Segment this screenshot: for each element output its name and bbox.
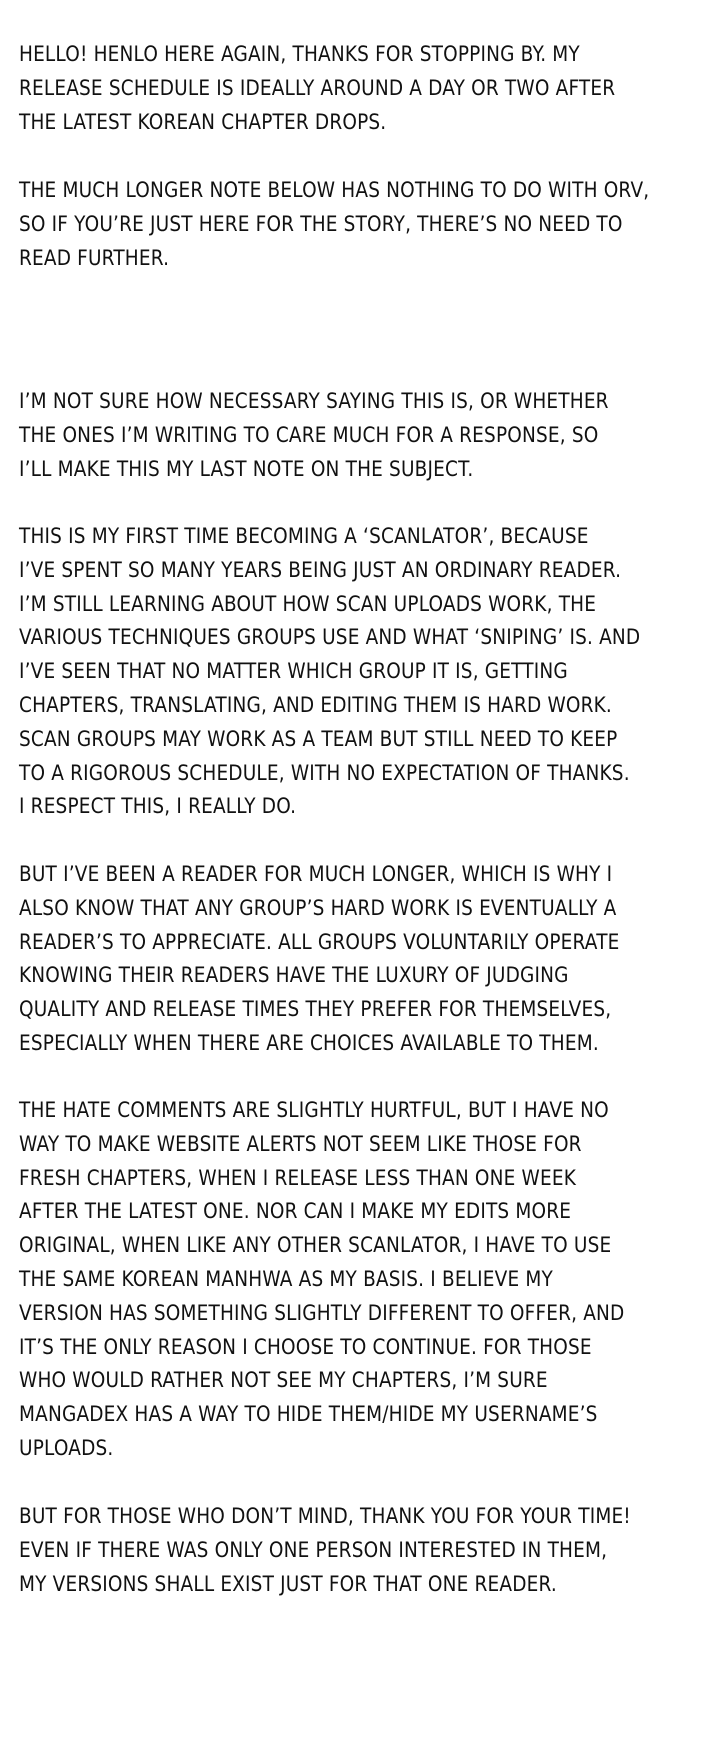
- text-line: I’M STILL LEARNING ABOUT HOW SCAN UPLOADS WORK, THE: [19, 591, 597, 617]
- text-line: CHAPTERS, TRANSLATING, AND EDITING THEM IS HARD WORK.: [19, 692, 612, 718]
- text-line: KNOWING THEIR READERS HAVE THE LUXURY OF JUDGING: [19, 963, 569, 989]
- text-line: I RESPECT THIS, I REALLY DO.: [19, 794, 297, 820]
- text-line: ALSO KNOW THAT ANY GROUP’S HARD WORK IS EVENTUALLY A: [19, 895, 617, 921]
- text-line: THE LATEST KOREAN CHAPTER DROPS.: [19, 109, 387, 135]
- text-line: I’LL MAKE THIS MY LAST NOTE ON THE SUBJECT.: [19, 456, 474, 482]
- text-line: ESPECIALLY WHEN THERE ARE CHOICES AVAILABLE TO THEM.: [19, 1030, 599, 1056]
- text-line: ORIGINAL, WHEN LIKE ANY OTHER SCANLATOR, I HAVE TO USE: [19, 1233, 612, 1259]
- text-line: HELLO! HENLO HERE AGAIN, THANKS FOR STOPPING BY. MY: [19, 42, 580, 67]
- text-line: FRESH CHAPTERS, WHEN I RELEASE LESS THAN ONE WEEK: [19, 1165, 577, 1191]
- text-line: READER’S TO APPRECIATE. ALL GROUPS VOLUNTARILY OPERATE: [19, 929, 620, 955]
- text-line: THE MUCH LONGER NOTE BELOW HAS NOTHING TO DO WITH ORV,: [19, 178, 650, 203]
- text-line: SCAN GROUPS MAY WORK AS A TEAM BUT STILL NEED TO KEEP: [19, 726, 618, 752]
- paragraph-reader: [19, 858, 620, 1061]
- text-line: THIS IS MY FIRST TIME BECOMING A ‘SCANLATOR’, BECAUSE: [19, 524, 589, 549]
- text-line: UPLOADS.: [19, 1435, 114, 1461]
- text-line: I’M NOT SURE HOW NECESSARY SAYING THIS IS, OR WHETHER: [19, 389, 609, 414]
- text-line: MANGADEX HAS A WAY TO HIDE THEM/HIDE MY USERNAME’S: [19, 1402, 598, 1428]
- text-line: EVEN IF THERE WAS ONLY ONE PERSON INTERESTED IN THEM,: [19, 1537, 608, 1563]
- text-line: TO A RIGOROUS SCHEDULE, WITH NO EXPECTATION OF THANKS.: [19, 760, 630, 786]
- text-line: MY VERSIONS SHALL EXIST JUST FOR THAT ONE READER.: [19, 1571, 557, 1597]
- paragraph-greeting: [19, 38, 616, 139]
- text-line: THE HATE COMMENTS ARE SLIGHTLY HURTFUL, BUT I HAVE NO: [19, 1098, 609, 1123]
- text-line: WHO WOULD RATHER NOT SEE MY CHAPTERS, I’M SURE: [19, 1368, 548, 1394]
- text-line: I’VE SEEN THAT NO MATTER WHICH GROUP IT IS, GETTING: [19, 659, 568, 685]
- text-line: VERSION HAS SOMETHING SLIGHTLY DIFFERENT TO OFFER, AND: [19, 1300, 625, 1326]
- text-line: BUT FOR THOSE WHO DON’T MIND, THANK YOU FOR YOUR TIME!: [19, 1504, 631, 1529]
- paragraph-hate-comments: [19, 1094, 625, 1466]
- paragraph-scanlator: [19, 520, 641, 824]
- text-line: WAY TO MAKE WEBSITE ALERTS NOT SEEM LIKE THOSE FOR: [19, 1131, 582, 1157]
- text-line: AFTER THE LATEST ONE. NOR CAN I MAKE MY EDITS MORE: [19, 1199, 572, 1225]
- paragraph-closing: [19, 1500, 631, 1601]
- text-line: VARIOUS TECHNIQUES GROUPS USE AND WHAT ‘SNIPING’ IS. AND: [19, 625, 641, 651]
- text-line: IT’S THE ONLY REASON I CHOOSE TO CONTINUE. FOR THOSE: [19, 1334, 592, 1360]
- text-line: RELEASE SCHEDULE IS IDEALLY AROUND A DAY OR TWO AFTER: [19, 75, 616, 101]
- paragraph-intro: [19, 385, 612, 486]
- text-line: I’VE SPENT SO MANY YEARS BEING JUST AN ORDINARY READER.: [19, 557, 622, 583]
- text-line: SO IF YOU’RE JUST HERE FOR THE STORY, THERE’S NO NEED TO: [19, 211, 623, 237]
- text-line: THE ONES I’M WRITING TO CARE MUCH FOR A RESPONSE, SO: [19, 422, 599, 448]
- text-line: THE SAME KOREAN MANHWA AS MY BASIS. I BELIEVE MY: [19, 1266, 553, 1292]
- text-line: READ FURTHER.: [19, 245, 170, 271]
- text-line: QUALITY AND RELEASE TIMES THEY PREFER FOR THEMSELVES,: [19, 997, 612, 1023]
- text-line: BUT I’VE BEEN A READER FOR MUCH LONGER, WHICH IS WHY I: [19, 862, 613, 887]
- paragraph-disclaimer: [19, 174, 650, 275]
